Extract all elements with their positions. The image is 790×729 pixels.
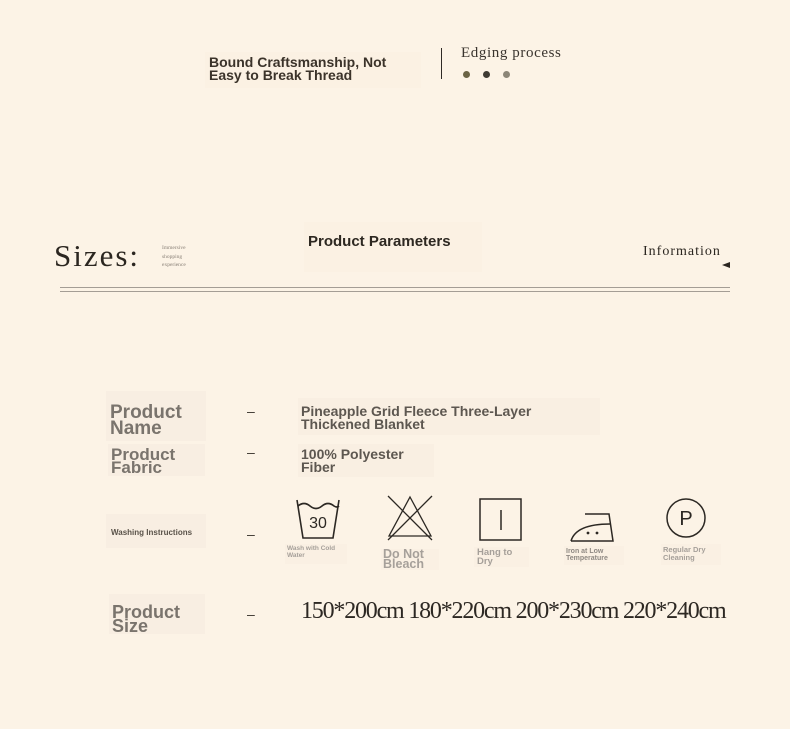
regular-dry-cleaning-caption: Regular Dry Cleaning	[661, 544, 721, 565]
do-not-bleach-icon	[386, 494, 434, 542]
product-name-label: Product Name	[106, 391, 206, 441]
product-size-label: Product Size	[109, 594, 205, 634]
product-size-dash: –	[247, 606, 255, 622]
product-size-values: 150*200cm 180*220cm 200*230cm 220*240cm	[301, 598, 726, 624]
dry-clean-p-icon	[662, 494, 710, 542]
edging-dot-3	[503, 71, 510, 78]
washing-instructions-label: Washing Instructions	[106, 514, 206, 548]
iron-low-caption: Iron at Low Temperature	[564, 546, 624, 565]
hang-to-dry-icon	[477, 496, 525, 544]
sizes-heading: Sizes:	[54, 238, 141, 273]
information-label: Information	[643, 244, 721, 259]
wash-30-icon	[294, 496, 342, 544]
iron-low-temperature-icon	[568, 502, 616, 550]
experience-note: Immersive shopping experience	[162, 245, 186, 268]
wash-cold-caption: Wash with Cold Water	[285, 544, 347, 564]
edging-label: Edging process	[461, 45, 562, 61]
product-name-dash: –	[247, 403, 255, 419]
divider-line-top	[60, 287, 730, 288]
dry-clean-letter: P	[679, 508, 693, 530]
edging-dot-2	[483, 71, 490, 78]
wash-temperature: 30	[309, 515, 327, 532]
product-parameters-title: Product Parameters	[304, 222, 482, 272]
arrow-left-icon	[722, 262, 730, 268]
edging-dot-1	[463, 71, 470, 78]
product-fabric-dash: –	[247, 444, 255, 460]
product-fabric-value: 100% Polyester Fiber	[298, 444, 434, 477]
product-fabric-label: Product Fabric	[108, 444, 205, 476]
product-name-value: Pineapple Grid Fleece Three-Layer Thickened Blanket	[298, 398, 600, 435]
edging-title: Bound Craftsmanship, Not Easy to Break Thread	[205, 52, 421, 88]
hang-to-dry-caption: Hang to Dry	[474, 547, 529, 567]
divider-line-bottom	[60, 291, 730, 292]
edging-divider	[441, 48, 442, 79]
do-not-bleach-caption: Do Not Bleach	[381, 549, 439, 570]
washing-instructions-dash: –	[247, 526, 255, 542]
